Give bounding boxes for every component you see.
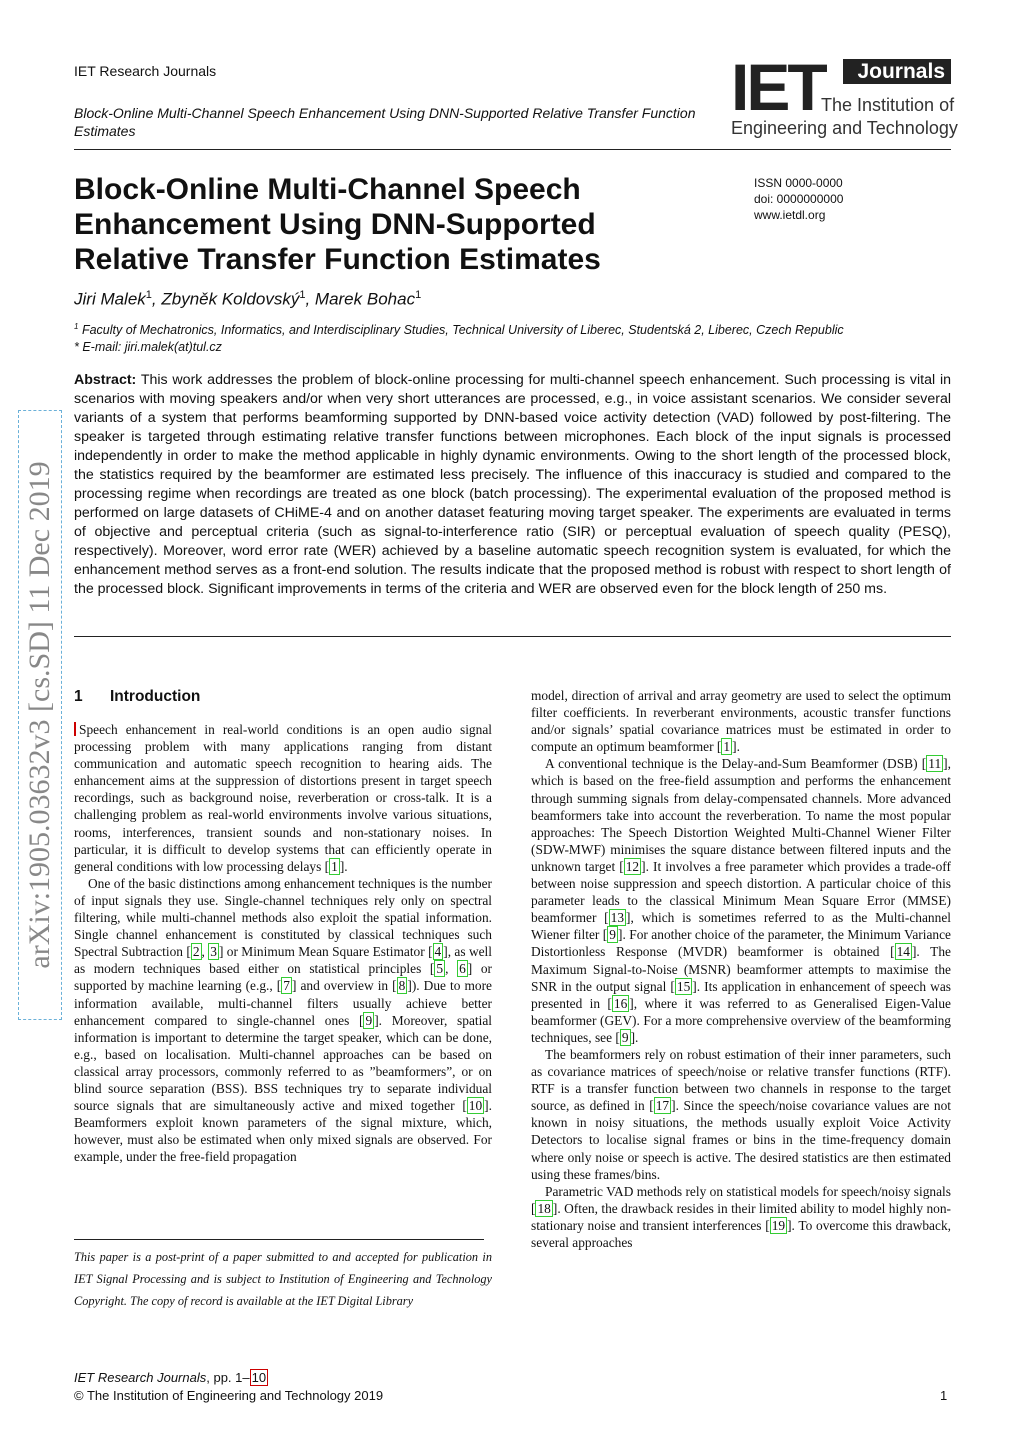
citation-link[interactable]: 1 (331, 858, 338, 874)
body-right-column (531, 687, 951, 1251)
footnote-rule (74, 1239, 484, 1240)
affiliation-mark: 1 (74, 322, 79, 331)
author-affil-mark: 1 (145, 289, 152, 301)
citation-link[interactable]: 2 (192, 944, 200, 960)
footer-journal: IET Research Journals (74, 1370, 207, 1385)
abstract (74, 371, 951, 599)
running-title: Block-Online Multi-Channel Speech Enhancement Using DNN-Supported Relative Transfer Function Estimates (74, 105, 696, 139)
author-name: Zbyněk Koldovský (161, 289, 300, 309)
abstract-text: This work addresses the problem of block-online processing for multi-channel speech enhancement. Such processing is vital in scenarios with moving speakers and/or when very short utterances are processed, e.g., in voice assistant scenarios. We consider several variants of a system that performs beamforming supported by DNN-based voice activity detection (VAD) followed by post-filtering. The speaker is targeted through estimating relative transfer functions between microphones. Each block of the input signals is processed independently in order to make the method applicable in highly dynamic environments. Owing to the short length of the processed block, the statistics required by the beamformer are estimated less precisely. The influence of this inaccuracy is studied and compared to the processing regime when recordings are treated as one block (batch processing). The experimental evaluation of the proposed method is performed on large datasets of CHiME-4 and on another dataset featuring moving target speaker. The experiments are evaluated in terms of objective and perceptual criteria (such as signal-to-interference ratio (SIR) or perceptual evaluation of speech quality (PESQ), respectively). Moreover, word error rate (WER) achieved by a baseline automatic speech recognition system is evaluated, for which the enhancement method serves as a front-end solution. The results indicate that the proposed method is robust with respect to short length of the processed block. Significant improvements in terms of the criteria and WER are observed even for the block length of 250 ms. (74, 372, 952, 597)
footer-citation (74, 1370, 268, 1385)
issn: ISSN 0000-0000 (754, 176, 843, 190)
footer-pages: , pp. 1– (206, 1370, 250, 1385)
citation-link[interactable]: 10 (468, 1098, 483, 1114)
citation-link[interactable]: 4 (434, 944, 442, 960)
citation-link[interactable]: 13 (610, 910, 625, 926)
citation-link[interactable]: 12 (625, 858, 640, 874)
journals-badge: Journals (843, 59, 951, 84)
citation-link[interactable]: 15 (676, 978, 691, 994)
author-affil-mark: 1 (415, 289, 422, 301)
author-list: Jiri Malek$^1$, Zbyněk Koldovský$^1$, Marek Bohac$^1$ (74, 289, 422, 309)
citation-link[interactable]: 11 (928, 756, 942, 772)
citation-link[interactable]: 3 (210, 944, 217, 960)
paragraph: Speech enhancement in real-world conditions is an open audio signal processing problem with many applications ranging from distant communication and automatic speech recognition to hearing aids. The enhancement aims at the suppression of distortions present in target speech recordings, such as background noise, reverberation or cross-talk. It is a challenging problem as real-world environments involve various situations, rooms, interferences, transient sounds and non-stationary noises. In particular, it is difficult to develop systems that can efficiently operate in general conditions with low processing delays [ 1 ]. (74, 722, 492, 874)
paragraph: One of the basic distinctions among enhancement techniques is the number of input signals they use. Single-channel techniques rely only on spectral filtering, while multi-channel methods also exploit the spatial information. Single channel enhancement is constituted by classical techniques such Spectral Subtraction [ 2 , 3 ] or Minimum Mean Square Estimator [ 4 ], as well as modern techniques based either on statistical principles [ 5 , 6 ] or supported by machine learning (e.g., [ 7 ] and overview in [ 8 ]). Due to more information available, multi-channel filters usually achieve better enhancement compared to single-channel ones [ 9 ]. Moreover, spatial information is important to determine the target speaker, which can be done, e.g., based on localisation. Multi-channel approaches can be based on classical array processors, commonly referred to as ”beamformers”, or on blind source separation (BSS). BSS techniques try to separate individual source signals that are simultaneously active and mixed together [ 10 ]. Beamformers exploit known parameters of the signal mixture, which, however, must also be estimated when only mixed signals are observed. For example, under the free-field propagation (74, 875, 492, 1165)
journal-name: IET Research Journals (74, 63, 217, 79)
section-title: Introduction (110, 688, 201, 705)
website: www.ietdl.org (754, 208, 826, 222)
doi: doi: 0000000000 (754, 192, 844, 206)
body-left-column (74, 721, 492, 1165)
citation-link[interactable]: 18 (537, 1200, 551, 1216)
citation-link[interactable]: 17 (655, 1098, 670, 1114)
section-heading (74, 688, 200, 706)
citation-link[interactable]: 19 (771, 1217, 786, 1233)
iet-logo-mark: IET (731, 50, 825, 124)
citation-link[interactable]: 9 (365, 1012, 373, 1028)
citation-link[interactable]: 1 (723, 739, 731, 755)
footer-copyright (74, 1388, 383, 1403)
abstract-label: Abstract: (74, 372, 137, 388)
logo-institution-line1: The Institution of (821, 95, 955, 115)
arxiv-stamp-text: arXiv:1905.03632v3 [cs.SD] 11 Dec 2019 (23, 461, 56, 969)
citation-link[interactable]: 9 (609, 927, 616, 943)
last-page-link[interactable]: 10 (251, 1370, 267, 1385)
citation-link[interactable]: 7 (283, 978, 290, 994)
paragraph: model, direction of arrival and array geometry are used to select the optimum filter coefficients. In reverberant environments, acoustic transfer functions and/or signals’ spatial covariance matrices must be estimated in order to compute an optimum beamformer [ 1 ]. (531, 688, 951, 755)
iet-logo (731, 50, 958, 141)
publication-meta (754, 175, 843, 223)
footnote: This paper is a post-print of a paper submitted to and accepted for publication in IET Signal Processing and is subject to Institution of Engineering and Technology Copyright. The copy of record is available at the IET Digital Library (74, 1250, 492, 1308)
change-marker (74, 722, 76, 736)
citation-link[interactable]: 14 (896, 944, 910, 960)
author-name: Jiri Malek (74, 289, 146, 309)
paper-title: Block-Online Multi-Channel Speech Enhancement Using DNN-Supported Relative Transfer Function Estimates (74, 173, 601, 276)
arxiv-stamp[interactable] (18, 410, 62, 1020)
paragraph: Parametric VAD methods rely on statistical models for speech/noisy signals [ 18 ]. Often, the drawback resides in their limited ability to model highly non-stationary noise and transient interferences [ 19 ]. To overcome this drawback, several approaches (531, 1183, 951, 1250)
paragraph: A conventional technique is the Delay-and-Sum Beamformer (DSB) [ 11 ], which is based on the free-field assumption and performs the enhancement through summing signals from delay-compensated channels. More advanced beamformers take into account the reverberation. To name the most popular approaches: The Speech Distortion Weighted Multi-Channel Wiener Filter (SDW-MWF) minimises the square distance between filtered inputs and the unknown target [ 12 ]. It involves a free parameter which provides a trade-off between noise suppression and speech distortion. A particular choice of this parameter leads to the classical Minimum Mean Square Error (MMSE) beamformer [ 13 ], which is sometimes referred to as the Multi-channel Wiener filter [ 9 ]. For another choice of the parameter, the Minimum Variance Distortionless Response (MVDR) beamformer is obtained [ 14 ]. The Maximum Signal-to-Noise (MSNR) beamformer attempts to maximise the SNR in the output signal [ 15 ]. Its application in enhancement of speech was presented in [ 16 ], where it was referred to as Generalised Eigen-Value beamformer (GEV). For a more comprehensive overview of the beamforming techniques, see [ 9 ]. (531, 756, 951, 1045)
citation-link[interactable]: 5 (436, 961, 444, 977)
abstract-rule (74, 636, 951, 637)
copyright-symbol: © (74, 1388, 84, 1403)
page-number: 1 (940, 1388, 948, 1403)
header-rule (74, 149, 951, 150)
citation-link[interactable]: 8 (398, 978, 406, 994)
author-name: Marek Bohac (314, 289, 416, 309)
affiliation-block (74, 318, 954, 356)
contact-email: * E-mail: jiri.malek(at)tul.cz (74, 340, 222, 355)
paragraph: The beamformers rely on robust estimation of their inner parameters, such as covariance matrices of speech/noise or relative transfer functions (RTF). RTF is a transfer function between two channels in response to the target source, as defined in [ 17 ]. Since the speech/noise covariance values are not known in noisy situations, the methods usually exploit Voice Activity Detectors to localise signal frames or bins in the time-frequency domain where only noise or speech is active. The desired statistics are then estimated using these frames/bins. (531, 1046, 951, 1182)
affiliation-text: Faculty of Mechatronics, Informatics, and Interdisciplinary Studies, Technical University of Liberec, Studentská 2, Liberec, Czech Republic (81, 323, 844, 338)
author-affil-mark: 1 (299, 289, 306, 301)
citation-link[interactable]: 6 (459, 961, 466, 977)
copyright-text: The Institution of Engineering and Technology 2019 (86, 1388, 384, 1403)
logo-institution-line2: Engineering and Technology (731, 118, 958, 138)
section-number: 1 (74, 688, 83, 705)
citation-link[interactable]: 9 (621, 1029, 629, 1045)
citation-link[interactable]: 16 (613, 995, 628, 1011)
